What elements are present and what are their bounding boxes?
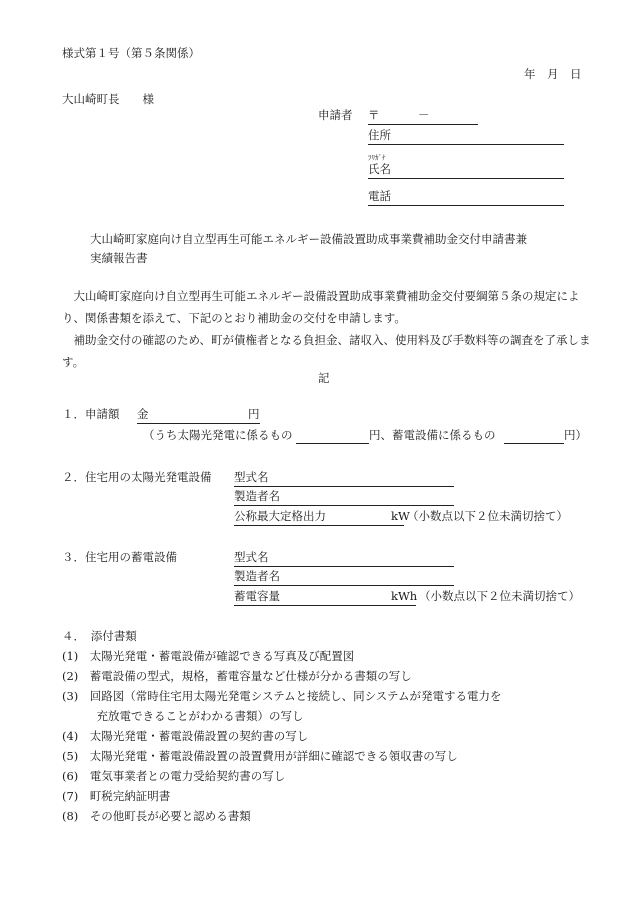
storage-model-field[interactable]	[234, 566, 454, 567]
attachment-item: (4) 太陽光発電・蓄電設備設置の契約書の写し	[62, 729, 309, 743]
amount-breakdown-close: 円）	[564, 428, 587, 442]
body-paragraph-1: 大山崎町家庭向け自立型再生可能エネルギー設備設置助成事業費補助金交付要綱第５条の規定により、関係書類を添えて、下記のとおり補助金の交付を申請します。	[62, 289, 580, 325]
postal-dash: －	[418, 108, 430, 122]
attachment-item: (3) 回路図（常時住宅用太陽光発電システムと接続し、同システムが発電する電力を	[62, 689, 502, 703]
applicant-label: 申請者	[318, 108, 353, 122]
postal-mark: 〒	[368, 108, 380, 122]
solar-maker-label: 製造者名	[234, 489, 280, 503]
attachment-item: (2) 蓄電設備の型式，規格，蓄電容量など仕様が分かる書類の写し	[62, 669, 412, 683]
solar-amount-field[interactable]	[296, 443, 369, 444]
solar-model-field[interactable]	[234, 486, 454, 487]
storage-capacity-note: （小数点以下２位未満切捨て）	[419, 589, 580, 603]
solar-maker-field[interactable]	[234, 505, 454, 506]
attachment-item: 充放電できることがわかる書類）の写し	[62, 709, 304, 723]
date-label: 年 月 日	[524, 67, 582, 81]
storage-capacity-field[interactable]	[234, 605, 416, 606]
solar-model-label: 型式名	[234, 470, 269, 484]
storage-maker-label: 製造者名	[234, 569, 280, 583]
body-paragraph-2: 補助金交付の確認のため、町が債権者となる負担金、諸収入、使用料及び手数料等の調査を了承します。	[62, 333, 591, 369]
solar-section-label: ２．住宅用の太陽光発電設備	[62, 470, 212, 484]
address-label: 住所	[368, 128, 391, 142]
storage-capacity-unit: kWh	[391, 589, 418, 603]
storage-capacity-label: 蓄電容量	[234, 589, 280, 603]
storage-model-label: 型式名	[234, 550, 269, 564]
form-number: 様式第１号（第５条関係）	[62, 46, 200, 60]
attachment-item: (8) その他町長が必要と認める書類	[62, 809, 251, 823]
solar-output-field[interactable]	[234, 525, 404, 526]
storage-section-label: ３．住宅用の蓄電設備	[62, 550, 177, 564]
ki-heading: 記	[318, 371, 330, 385]
solar-output-label: 公称最大定格出力	[234, 509, 326, 523]
solar-output-note: （小数点以下２位未満切捨て）	[407, 509, 568, 523]
attachment-item: (5) 太陽光発電・蓄電設備設置の設置費用が詳細に確認できる領収書の写し	[62, 749, 458, 763]
amount-breakdown-open: （うち太陽光発電に係るもの	[143, 428, 293, 442]
amount-breakdown-mid: 円、蓄電設備に係るもの	[369, 428, 496, 442]
addressee: 大山崎町長 様	[62, 92, 154, 106]
amount-kin: 金	[137, 407, 149, 421]
attachment-item: (7) 町税完納証明書	[62, 789, 171, 803]
amount-yen: 円	[248, 407, 260, 421]
address-line[interactable]	[368, 144, 564, 145]
phone-label: 電話	[368, 189, 391, 203]
attachment-item: (1) 太陽光発電・蓄電設備が確認できる写真及び配置図	[62, 649, 355, 663]
name-line[interactable]	[368, 178, 564, 179]
name-label: 氏名	[368, 162, 391, 176]
document-title-line1: 大山崎町家庭向け自立型再生可能エネルギー設備設置助成事業費補助金交付申請書兼	[90, 232, 527, 246]
attachments-label: ４． 添付書類	[62, 629, 137, 643]
postal-code-line[interactable]	[368, 124, 478, 125]
amount-label: １．申請額	[62, 407, 120, 421]
solar-output-unit: kW	[391, 509, 410, 523]
amount-field[interactable]	[137, 423, 260, 424]
storage-maker-field[interactable]	[234, 585, 454, 586]
attachment-item: (6) 電気事業者との電力受給契約書の写し	[62, 769, 286, 783]
furigana-label: ﾌﾘｶﾞﾅ	[368, 154, 386, 162]
phone-line[interactable]	[368, 205, 564, 206]
document-title-line2: 実績報告書	[90, 251, 148, 265]
storage-amount-field[interactable]	[504, 443, 564, 444]
